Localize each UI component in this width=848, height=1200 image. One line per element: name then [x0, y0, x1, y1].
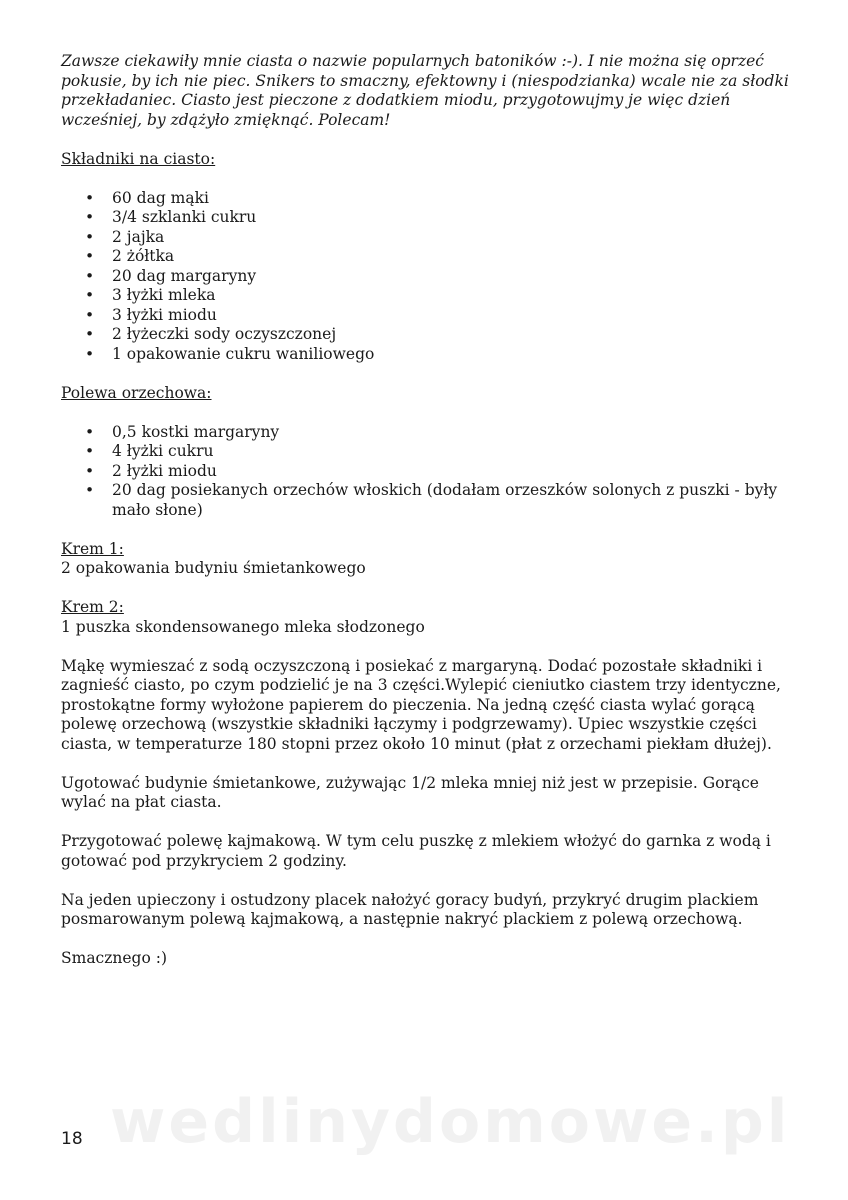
bullet-icon: •	[85, 286, 95, 304]
list-item: • 2 łyżki miodu	[85, 461, 217, 480]
instruction-paragraph: Ugotować budynie śmietankowe, zużywając 1/2 mleka mniej niż jest w przepisie. Gorące wylać na płat ciasta.	[61, 773, 759, 811]
bullet-icon: •	[85, 305, 95, 324]
list-item: • 2 jajka	[85, 227, 165, 246]
bullet-icon: •	[85, 422, 95, 441]
bullet-icon: •	[85, 442, 95, 460]
intro-paragraph: Zawsze ciekawiły mnie ciasta o nazwie popularnych batoników :-). I nie można się oprzeć pokusie, by ich nie piec. Snikers to smaczny, efektowny i (niespodzianka) wcale nie za słodki przekładaniec. Ciasto jest pieczone z dodatkiem miodu, przygotowujmy je więc dzień wcześniej, by zdążyło zmięknąć. Polecam!	[61, 52, 789, 129]
bullet-icon: •	[85, 247, 95, 265]
instruction-paragraph: Przygotować polewę kajmakową. W tym celu puszkę z mlekiem włożyć do garnka z wodą i gotować pod przykryciem 2 godziny.	[61, 832, 771, 870]
watermark: wedlinydomowe.pl	[110, 1087, 791, 1157]
bullet-icon: •	[85, 266, 95, 285]
bullet-icon: •	[85, 188, 95, 207]
dough-heading: Składniki na ciasto:	[61, 149, 216, 168]
page-number: 18	[61, 1129, 83, 1149]
list-item: • 0,5 kostki margaryny	[85, 422, 280, 441]
list-item: • 4 łyżki cukru	[85, 442, 214, 460]
bullet-icon: •	[85, 481, 95, 499]
cream1-heading: Krem 1:	[61, 539, 124, 558]
bullet-icon: •	[85, 208, 95, 226]
dough-ingredient-list	[61, 189, 791, 365]
topping-heading: Polewa orzechowa:	[61, 383, 212, 402]
instruction-paragraph: Na jeden upieczony i ostudzony placek nałożyć goracy budyń, przykryć drugim plackiem posmarowanym polewą kajmakową, a następnie nakryć plackiem z polewą orzechową.	[61, 890, 759, 928]
topping-ingredient-list	[61, 423, 791, 521]
list-item: • 2 łyżeczki sody oczyszczonej	[85, 325, 337, 343]
list-item: • 1 opakowanie cukru waniliowego	[85, 344, 375, 363]
cream1-text: 2 opakowania budyniu śmietankowego	[61, 559, 366, 577]
instruction-paragraph: Mąkę wymieszać z sodą oczyszczoną i posiekać z margaryną. Dodać pozostałe składniki i zagnieść ciasto, po czym podzielić je na 3 części.Wylepić cieniutko ciastem trzy identyczne, prostokątne formy wyłożone papierem do pieczenia. Na jedną część ciasta wylać gorącą polewę orzechową (wszystkie składniki łączymy i podgrzewamy). Upiec wszystkie części ciasta, w temperaturze 180 stopni przez około 10 minut (płat z orzechami piekłam dłużej).	[61, 656, 781, 753]
list-item: • 2 żółtka	[85, 247, 175, 265]
bullet-icon: •	[85, 325, 95, 343]
list-item: • 20 dag margaryny	[85, 266, 257, 285]
list-item: • 20 dag posiekanych orzechów włoskich (dodałam orzeszków solonych z puszki - były mało słone)	[85, 481, 778, 519]
list-item: • 3 łyżki miodu	[85, 305, 217, 324]
list-item: • 3 łyżki mleka	[85, 286, 216, 304]
bullet-icon: •	[85, 461, 95, 480]
closing-text: Smacznego :)	[61, 949, 168, 967]
bullet-icon: •	[85, 344, 95, 363]
recipe-page	[61, 52, 791, 969]
list-item: • 60 dag mąki	[85, 188, 209, 207]
bullet-icon: •	[85, 227, 95, 246]
cream2-heading: Krem 2:	[61, 598, 124, 616]
list-item: • 3/4 szklanki cukru	[85, 208, 257, 226]
cream2-text: 1 puszka skondensowanego mleka słodzonego	[61, 617, 425, 636]
